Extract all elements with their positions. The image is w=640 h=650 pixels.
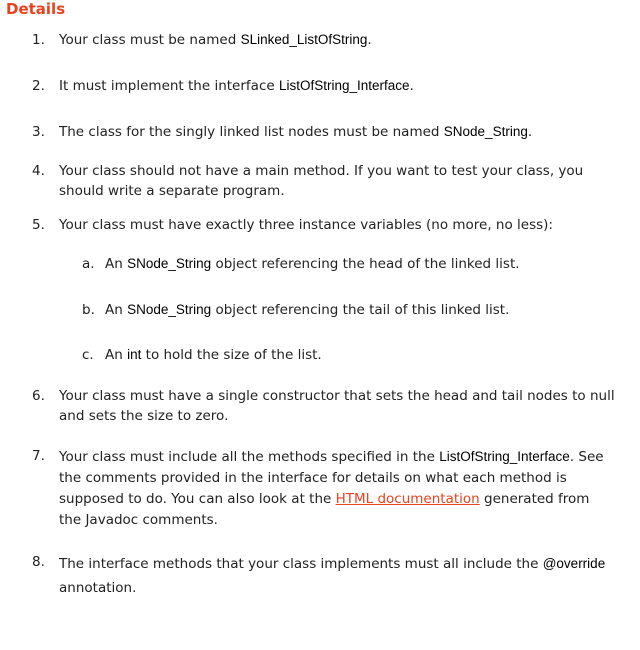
item-letter: c. bbox=[82, 347, 94, 363]
code-term: ListOfString_Interface bbox=[278, 78, 410, 93]
details-heading: Details bbox=[6, 0, 66, 18]
item-number: 4. bbox=[32, 163, 45, 179]
item-text: Your class must include all the methods specified in the ListOfString_Interface. See the comments provided in the interface for details on what each method is supposed to do. You can also look at the HTML documentation generated from the Javadoc comments. bbox=[59, 449, 604, 528]
code-term: SNode_String bbox=[127, 256, 212, 271]
item-letter: b. bbox=[82, 302, 95, 318]
item-number: 3. bbox=[32, 124, 45, 140]
code-term: SNode_String bbox=[443, 124, 528, 139]
code-term: SNode_String bbox=[127, 302, 212, 317]
code-term: SLinked_ListOfString bbox=[240, 32, 368, 47]
item-number: 6. bbox=[32, 388, 45, 404]
item-text: The class for the singly linked list nodes must be named SNode_String. bbox=[59, 124, 533, 140]
item-text: The interface methods that your class implements must all include the @override annotation. bbox=[59, 556, 606, 596]
item-text: It must implement the interface ListOfString_Interface. bbox=[59, 78, 414, 94]
code-term: int bbox=[127, 347, 142, 362]
code-term: @override bbox=[542, 556, 606, 571]
html-documentation-link[interactable]: HTML documentation bbox=[335, 491, 480, 507]
item-text: An SNode_String object referencing the head of the linked list. bbox=[105, 256, 520, 272]
code-term: ListOfString_Interface bbox=[439, 449, 570, 464]
item-text: An int to hold the size of the list. bbox=[105, 347, 322, 363]
item-number: 2. bbox=[32, 78, 45, 94]
item-number: 8. bbox=[32, 554, 45, 570]
item-text: An SNode_String object referencing the tail of this linked list. bbox=[105, 302, 510, 318]
item-number: 5. bbox=[32, 217, 45, 233]
item-text: Your class must have exactly three instance variables (no more, no less): bbox=[59, 217, 553, 233]
item-letter: a. bbox=[82, 256, 95, 272]
item-text: Your class must be named SLinked_ListOfString. bbox=[59, 32, 372, 48]
item-text: Your class must have a single constructor that sets the head and tail nodes to null and sets the size to zero. bbox=[59, 388, 615, 424]
item-number: 1. bbox=[32, 32, 45, 48]
item-text: Your class should not have a main method. If you want to test your class, you should write a separate program. bbox=[59, 163, 584, 199]
item-number: 7. bbox=[32, 448, 45, 464]
